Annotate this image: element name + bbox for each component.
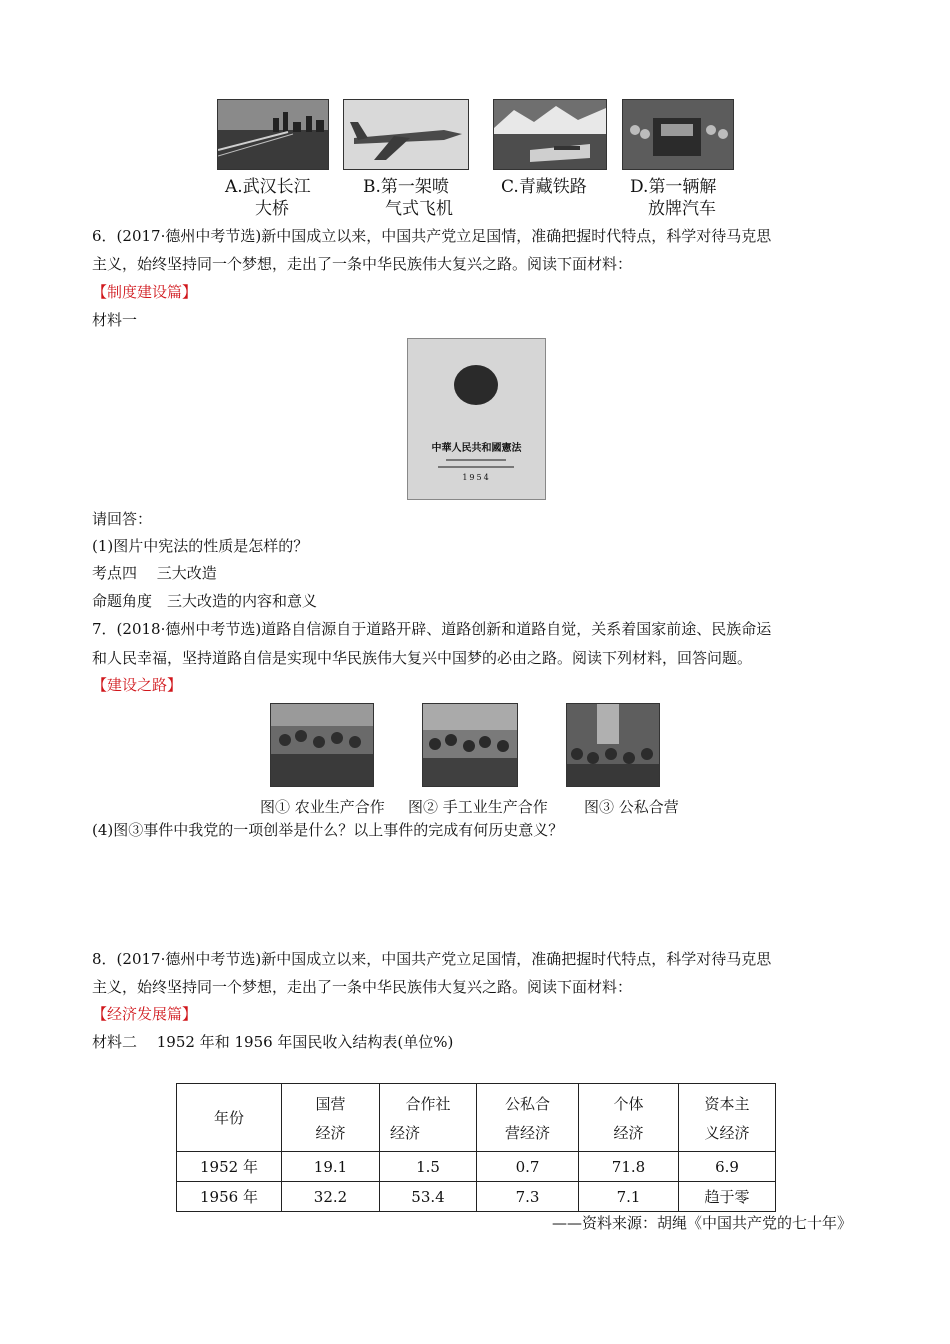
option-a-caption — [225, 176, 311, 220]
figure-1-caption: 图① 农业生产合作 — [260, 798, 385, 816]
figure-3-caption: 图③ 公私合营 — [584, 798, 679, 816]
table-cell: 53.4 — [380, 1182, 477, 1212]
topic-angle: 命题角度 三大改造的内容和意义 — [92, 592, 318, 610]
constitution-small-text-2 — [438, 466, 514, 468]
q7-subquestion-4: (4)图③事件中我党的一项创举是什么？以上事件的完成有何历史意义？ — [92, 821, 564, 839]
q7-stem-line2: 和人民幸福，坚持道路自信是实现中华民族伟大复兴中国梦的必由之路。阅读下列材料，回答问题。 — [92, 649, 753, 667]
option-c-line1: 青藏铁路 — [518, 177, 587, 197]
constitution-year: 1954 — [462, 473, 491, 482]
qinghai-tibet-railway-photo — [493, 99, 607, 170]
constitution-title: 中華人民共和國憲法 — [431, 443, 522, 454]
railway-image — [494, 100, 606, 169]
wuhan-bridge-image — [218, 100, 328, 169]
table-header-cell — [282, 1084, 380, 1152]
table-cell: 32.2 — [282, 1182, 380, 1212]
jiefang-truck-photo — [622, 99, 734, 170]
table-cell: 0.7 — [477, 1152, 579, 1182]
q7-stem-line1: 7．(2018·德州中考节选)道路自信源自于道路开辟、道路创新和道路自觉，关系着国家前途、民族命运 — [92, 620, 772, 638]
q6-subquestion-1: (1)图片中宪法的性质是怎样的？ — [92, 537, 309, 555]
constitution-small-text — [446, 459, 506, 461]
header-coop-l2: 经济 — [390, 1123, 421, 1142]
q7-section-title: 【建设之路】 — [92, 676, 183, 694]
q8-section-title: 【经济发展篇】 — [92, 1005, 198, 1023]
header-capitalist-l2: 义经济 — [704, 1123, 750, 1142]
option-d-caption — [630, 176, 716, 220]
topic-title: 考点四 三大改造 — [92, 564, 217, 582]
agricultural-cooperation-image — [271, 704, 373, 786]
option-b-line2: 气式飞机 — [385, 199, 453, 219]
income-structure-table — [176, 1083, 776, 1212]
header-state-l2: 经济 — [315, 1123, 346, 1142]
q6-stem-line2: 主义，始终坚持同一个梦想，走出了一条中华民族伟大复兴之路。阅读下面材料： — [92, 255, 633, 273]
option-b-line1: 第一架喷 — [380, 177, 449, 197]
header-year: 年份 — [213, 1109, 244, 1127]
option-a-letter: A. — [225, 177, 243, 197]
header-individual-l1: 个体 — [613, 1094, 644, 1113]
public-private-partnership-photo — [566, 703, 660, 787]
handicraft-cooperation-image — [423, 704, 517, 786]
table-cell: 19.1 — [282, 1152, 380, 1182]
table-header-cell — [177, 1084, 282, 1152]
constitution-book-image — [407, 338, 546, 500]
table-cell: 6.9 — [679, 1152, 776, 1182]
option-c-caption — [501, 176, 587, 198]
option-d-line2: 放牌汽车 — [648, 199, 716, 219]
q6-section-title: 【制度建设篇】 — [92, 283, 198, 301]
table-cell: 71.8 — [579, 1152, 679, 1182]
figure-2-caption: 图② 手工业生产合作 — [408, 798, 548, 816]
table-cell: 趋于零 — [679, 1182, 776, 1212]
header-individual-l2: 经济 — [613, 1123, 644, 1142]
option-a-line1: 武汉长江 — [242, 177, 311, 197]
q8-material-label: 材料二 1952 年和 1956 年国民收入结构表(单位%) — [92, 1033, 454, 1051]
constitution-emblem — [454, 365, 498, 405]
option-a-line2: 大桥 — [255, 199, 289, 219]
option-b-letter: B. — [363, 177, 381, 197]
table-header-cell — [679, 1084, 776, 1152]
q6-ask: 请回答： — [92, 510, 153, 528]
option-b-caption — [363, 176, 453, 220]
table-row — [177, 1182, 776, 1212]
q6-stem-line1: 6．(2017·德州中考节选)新中国成立以来，中国共产党立足国情，准确把握时代特点，科学对待马克思 — [92, 227, 772, 245]
truck-image — [623, 100, 733, 169]
table-header-cell — [579, 1084, 679, 1152]
table-row — [177, 1152, 776, 1182]
handicraft-cooperation-photo — [422, 703, 518, 787]
table-header-cell — [380, 1084, 477, 1152]
table-header-cell — [477, 1084, 579, 1152]
option-d-letter: D. — [630, 177, 649, 197]
agricultural-cooperation-photo — [270, 703, 374, 787]
header-joint-l2: 营经济 — [504, 1123, 550, 1142]
table-cell: 1.5 — [380, 1152, 477, 1182]
q8-stem-line2: 主义，始终坚持同一个梦想，走出了一条中华民族伟大复兴之路。阅读下面材料： — [92, 978, 633, 996]
public-private-partnership-image — [567, 704, 659, 786]
table-cell: 1956 年 — [177, 1182, 282, 1212]
wuhan-bridge-photo — [217, 99, 329, 170]
table-source: ——资料来源：胡绳《中国共产党的七十年》 — [551, 1214, 852, 1232]
option-d-line1: 第一辆解 — [648, 177, 717, 197]
header-capitalist-l1: 资本主 — [704, 1094, 750, 1113]
header-coop-l1: 合作社 — [405, 1094, 451, 1113]
table-cell: 7.1 — [579, 1182, 679, 1212]
option-c-letter: C. — [501, 177, 519, 197]
jet-aircraft-photo — [343, 99, 469, 170]
q6-material-label: 材料一 — [92, 311, 138, 329]
q8-stem-line1: 8．(2017·德州中考节选)新中国成立以来，中国共产党立足国情，准确把握时代特点，科学对待马克思 — [92, 950, 772, 968]
header-joint-l1: 公私合 — [504, 1094, 550, 1113]
table-header-row — [177, 1084, 776, 1152]
jet-aircraft-image — [344, 100, 468, 169]
header-state-l1: 国营 — [315, 1094, 346, 1113]
table-cell: 1952 年 — [177, 1152, 282, 1182]
table-cell: 7.3 — [477, 1182, 579, 1212]
